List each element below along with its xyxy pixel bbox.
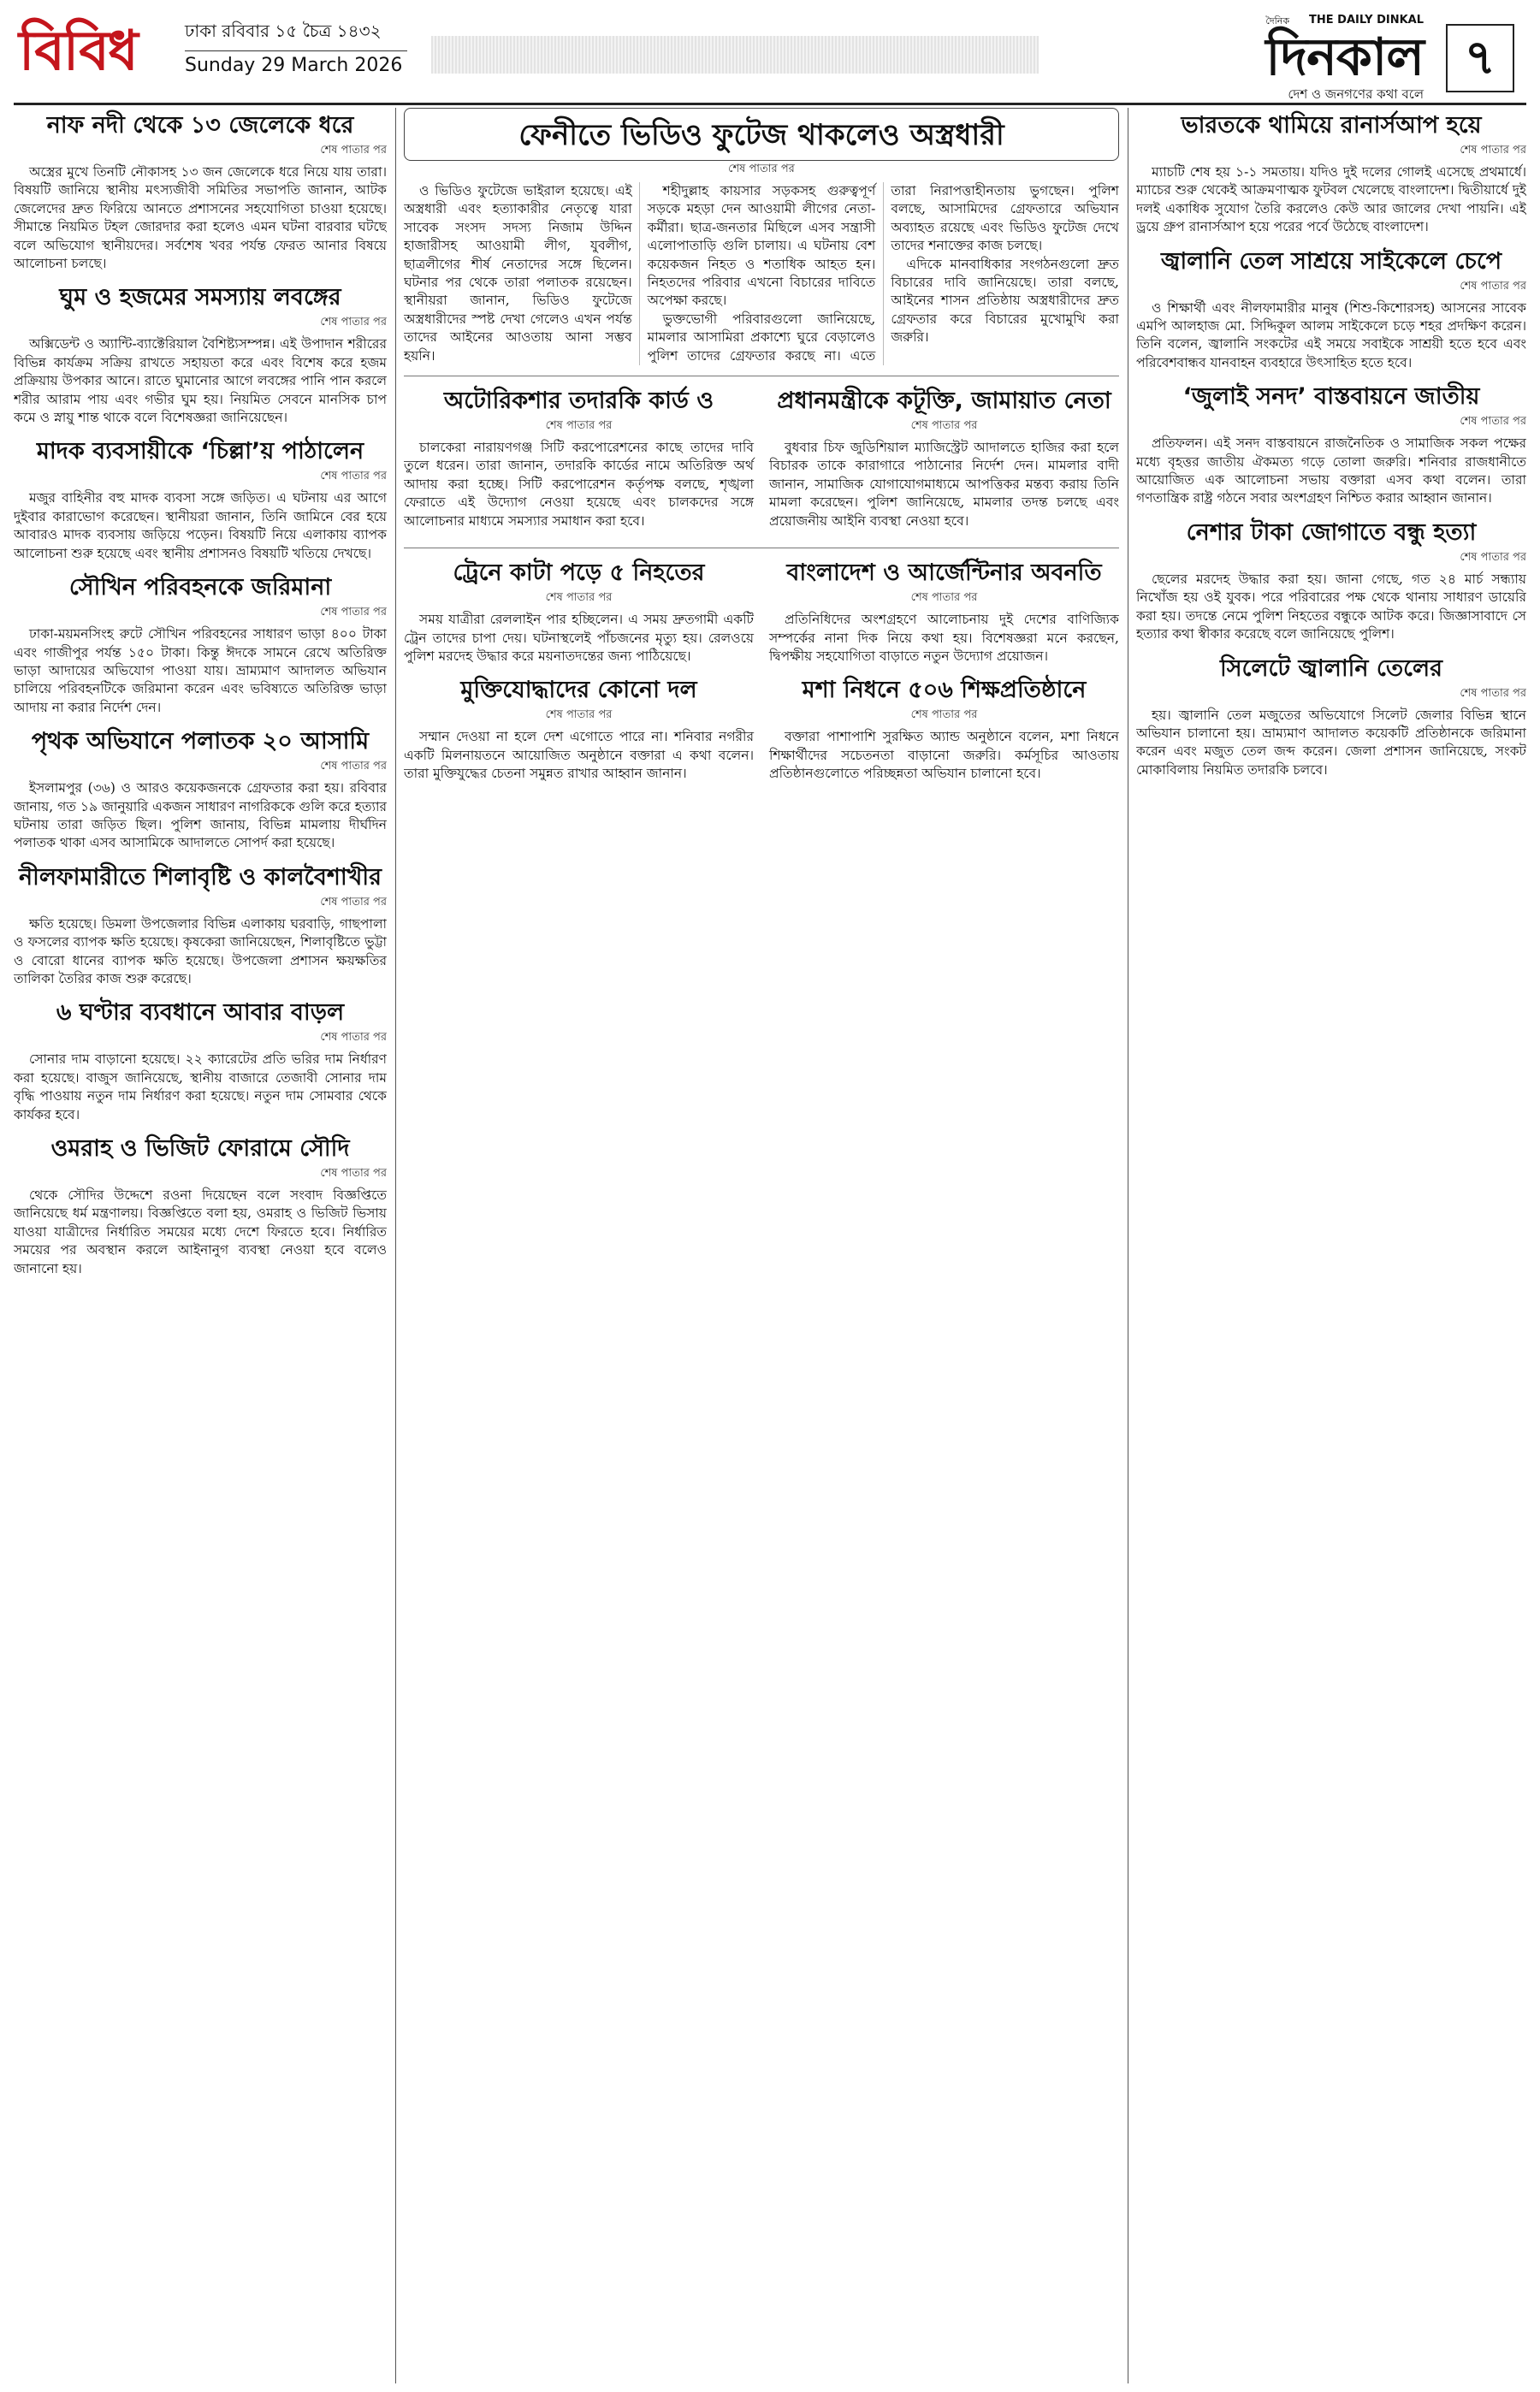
continued-label: শেষ পাতার পর — [728, 163, 795, 175]
continued-label: শেষ পাতার পর — [910, 591, 978, 605]
story — [1136, 111, 1526, 237]
date-block — [185, 19, 407, 76]
date-english: Sunday 29 March 2026 — [185, 55, 403, 76]
story-body: চালকেরা নারায়ণগঞ্জ সিটি করপোরেশনের কাছে তাদের দাবি তুলে ধরেন। তারা জানান, তদারকি কার্ডের নামে অতিরিক্ত অর্থ আদায় করা হচ্ছে। সিটি করপোরেশন কর্তৃপক্ষ বলছে, শৃঙ্খলা ফেরাতে এই উদ্যোগ নেওয়া হয়েছে এবং চালকদের সঙ্গে আলোচনার মাধ্যমে সমস্যার সমাধান করা হবে। — [404, 440, 754, 529]
column-middle — [404, 108, 1119, 2383]
paper-logo — [1265, 14, 1424, 106]
headline: ওমরাহ ও ভিজিট ফোরামে সৌদি — [50, 1135, 350, 1162]
headline: ট্রেনে কাটা পড়ে ৫ নিহতের — [453, 560, 705, 587]
story — [1136, 382, 1526, 508]
story — [404, 559, 754, 666]
story-paragraph: এদিকে মানবাধিকার সংগঠনগুলো দ্রুত বিচারের দাবি জানিয়েছে। তারা বলছে, আইনের শাসন প্রতিষ্ঠায় অস্ত্রধারীদের দ্রুত গ্রেফতার করে বিচারের মুখোমুখি করা জরুরি। — [891, 256, 1119, 346]
date-bangla: ঢাকা রবিবার ১৫ চৈত্র ১৪৩২ — [185, 19, 407, 51]
paper-name: দিনকাল — [1265, 27, 1424, 87]
story — [14, 727, 387, 853]
masthead — [14, 12, 1526, 105]
story — [14, 111, 387, 273]
columns — [14, 108, 1526, 2383]
paper-daily-label: দৈনিক — [1265, 15, 1290, 27]
headline: নীলফামারীতে শিলাবৃষ্টি ও কালবৈশাখীর — [18, 863, 382, 891]
continued-label: শেষ পাতার পর — [320, 1031, 387, 1045]
story — [769, 676, 1119, 783]
story — [14, 998, 387, 1124]
story — [14, 573, 387, 717]
story-body: ক্ষতি হয়েছে। ডিমলা উপজেলার বিভিন্ন এলাকায় ঘরবাড়ি, গাছপালা ও ফসলের ব্যাপক ক্ষতি হয়েছে। কৃষকেরা জানিয়েছেন, শিলাবৃষ্টিতে ভুট্টা ও বোরো ধানের ব্যাপক ক্ষতি হয়েছে। উপজেলা প্রশাসন ক্ষয়ক্ষতির তালিকা তৈরির কাজ শুরু করেছে। — [14, 915, 387, 986]
story-body: হয়। জ্বালানি তেল মজুতের অভিযোগে সিলেট জেলার বিভিন্ন স্থানে অভিযান চালানো হয়। ভ্রাম্যমাণ আদালত কয়েকটি প্রতিষ্ঠানকে জরিমানা করেন এবং মজুত তেল জব্দ করেন। জেলা প্রশাসন জানিয়েছে, সংকট মোকাবিলায় নিয়মিত তদারকি চলবে। — [1136, 707, 1526, 778]
continued-label: শেষ পাতার পর — [320, 1167, 387, 1180]
paper-tagline: দেশ ও জনগণের কথা বলে — [1288, 86, 1424, 102]
continued-label: শেষ পাতার পর — [320, 895, 387, 909]
headline: নাফ নদী থেকে ১৩ জেলেকে ধরে — [46, 112, 354, 139]
story — [1136, 654, 1526, 780]
story-paragraph: ভুক্তভোগী পরিবারগুলো জানিয়েছে, মামলার আসামিরা প্রকাশ্যে ঘুরে বেড়ালেও পুলিশ তাদের গ্রেফতার করছে না। এতে তারা নিরাপত্তাহীনতায় ভুগছেন। পুলিশ বলছে, আসামিদের গ্রেফতারে অভিযান অব্যাহত রয়েছে এবং ভিডিও ফুটেজ দেখে তাদের শনাক্তের কাজ চলছে। — [647, 183, 1119, 364]
continued-label: শেষ পাতার পর — [545, 708, 613, 722]
continued-label: শেষ পাতার পর — [1460, 415, 1526, 429]
continued-label: শেষ পাতার পর — [320, 606, 387, 619]
story-body: সোনার দাম বাড়ানো হয়েছে। ২২ ক্যারেটের প্রতি ভরির দাম নির্ধারণ করা হয়েছে। বাজুস জানিয়েছে, স্থানীয় বাজারে তেজাবী সোনার দাম বৃদ্ধি পাওয়ায় নতুন দাম নির্ধারণ করা হয়েছে। নতুন দাম সোমবার থেকে কার্যকর হবে। — [14, 1051, 387, 1122]
lead-headline: ফেনীতে ভিডিও ফুটেজ থাকলেও অস্ত্রধারী — [518, 118, 1004, 152]
story — [769, 383, 1119, 530]
continued-label: শেষ পাতার পর — [1460, 279, 1526, 293]
headline: মশা নিধনে ৫০৬ শিক্ষপ্রতিষ্ঠানে — [802, 677, 1087, 704]
story-body: অস্ত্রের মুখে তিনটি নৌকাসহ ১৩ জন জেলেকে ধরে নিয়ে যায় তারা। বিষয়টি জানিয়ে স্থানীয় মৎস্যজীবী সমিতির সভাপতি জানান, আটক জেলেদের দ্রুত ফিরিয়ে আনতে প্রশাসনের সহযোগিতা চাওয়া হয়েছে। সীমান্তে নিয়মিত টহল জোরদার করা হলেও এমন ঘটনা বারবার ঘটছে বলে অভিযোগ স্থানীয়দের। সর্বশেষ খবর পর্যন্ত ফেরত আনার বিষয়ে আলোচনা চলছে। — [14, 164, 387, 272]
story-paragraph: শহীদুল্লাহ কায়সার সড়কসহ গুরুত্বপূর্ণ সড়কে মহড়া দেন আওয়ামী লীগের নেতা-কর্মীরা। ছাত্র-জনতার মিছিলে এসব সন্ত্রাসী এলোপাতাড়ি গুলি চালায়। এ ঘটনায় বেশ কয়েকজন নিহত ও শতাধিক আহত হন। নিহতদের পরিবার এখনো বিচারের দাবিতে অপেক্ষা করছে। — [647, 183, 876, 309]
headline: ৬ ঘণ্টার ব্যবধানে আবার বাড়ল — [56, 999, 345, 1027]
continued-label: শেষ পাতার পর — [1460, 144, 1526, 157]
headline: ‘জুলাই সনদ’ বাস্তবায়নে জাতীয় — [1182, 383, 1480, 411]
story — [14, 437, 387, 563]
story — [14, 283, 387, 427]
continued-label: শেষ পাতার পর — [1460, 686, 1526, 700]
story-paragraph: ও ভিডিও ফুটেজে ভাইরাল হয়েছে। এই অস্ত্রধারী এবং হত্যাকারীর নেতৃত্বে যারা সাবেক সংসদ সদস্য নিজাম উদ্দিন হাজারীসহ আওয়ামী লীগ, যুবলীগ, ছাত্রলীগের শীর্ষ নেতাদের সঙ্গে ছিলেন। ঘটনার পর থেকে তারা পলাতক রয়েছেন। স্থানীয়রা জানান, ভিডিও ফুটেজে অস্ত্রধারীদের স্পষ্ট দেখা গেলেও এখন পর্যন্ত তাদের আইনের আওতায় আনা সম্ভব হয়নি। — [404, 183, 632, 364]
continued-label: শেষ পাতার পর — [320, 316, 387, 329]
story-body: সম্মান দেওয়া না হলে দেশ এগোতে পারে না। শনিবার নগরীর একটি মিলনায়তনে আয়োজিত অনুষ্ঠানে বক্তারা এ কথা বলেন। তারা মুক্তিযুদ্ধের চেতনা সমুন্নত রাখার আহ্বান জানান। — [404, 729, 754, 782]
headline: জ্বালানি তেল সাশ্রয়ে সাইকেলে চেপে — [1160, 247, 1502, 275]
story — [1136, 247, 1526, 373]
continued-label: শেষ পাতার পর — [320, 144, 387, 157]
story-body: বুধবার চিফ জুডিশিয়াল ম্যাজিস্ট্রেট আদালতে হাজির করা হলে বিচারক তাকে কারাগারে পাঠানোর নির্দেশ দেন। মামলার বাদী জানান, সামাজিক যোগাযোগমাধ্যমে আপত্তিকর মন্তব্য করায় তিনি মামলা করেছেন। পুলিশ জানিয়েছে, মামলার তদন্ত চলছে এবং প্রয়োজনীয় আইনি ব্যবস্থা নেওয়া হবে। — [769, 440, 1119, 529]
story-body: মজুর বাহিনীর বহু মাদক ব্যবসা সঙ্গে জড়িত। এ ঘটনায় এর আগে দুইবার কারাভোগ করেছেন। স্থানীয়রা জানান, তিনি জামিনে বের হয়ে আবারও মাদক ব্যবসায় জড়িয়ে পড়েন। বিষয়টি নিয়ে এলাকায় ব্যাপক আলোচনা শুরু হয়েছে এবং স্থানীয় প্রশাসনও বিষয়টি খতিয়ে দেখছে। — [14, 490, 387, 561]
story-body: ঢাকা-ময়মনসিংহ রুটে সৌখিন পরিবহনের সাধারণ ভাড়া ৪০০ টাকা এবং গাজীপুর পর্যন্ত ১৫০ টাকা। কিন্তু ঈদকে সামনে রেখে অতিরিক্ত ভাড়া আদায়ের অভিযোগ পাওয়া যায়। ভ্রাম্যমাণ আদালত অভিযান চালিয়ে পরিবহনটিকে জরিমানা করেন এবং ভবিষ্যতে অতিরিক্ত ভাড়া আদায় না করার নির্দেশ দেন। — [14, 626, 387, 715]
continued-label: শেষ পাতার পর — [545, 419, 613, 433]
story-body: প্রতিফলন। এই সনদ বাস্তবায়নে রাজনৈতিক ও সামাজিক সকল পক্ষের মধ্যে বৃহত্তর জাতীয় ঐকমত্য গড়ে তোলা জরুরি। শনিবার রাজধানীতে আয়োজিত এক আলোচনা সভায় বক্তারা এসব কথা বলেন। তারা গণতান্ত্রিক রাষ্ট্র গঠনে সবার অংশগ্রহণ নিশ্চিত করার আহ্বান জানান। — [1136, 435, 1526, 506]
column-divider — [395, 108, 396, 2383]
story-body: বক্তারা পাশাপাশি সুরক্ষিত অ্যান্ড অনুষ্ঠানে বলেন, মশা নিধনে শিক্ষার্থীদের সচেতনতা বাড়ানো জরুরি। কর্মসূচির আওতায় প্রতিষ্ঠানগুলোতে পরিচ্ছন্নতা অভিযান চালানো হবে। — [769, 729, 1119, 782]
story — [404, 383, 754, 530]
headline: মুক্তিযোদ্ধাদের কোনো দল — [460, 677, 697, 704]
headline: অটোরিকশার তদারকি কার্ড ও — [443, 388, 714, 415]
story-body: ছেলের মরদেহ উদ্ধার করা হয়। জানা গেছে, গত ২৪ মার্চ সন্ধ্যায় নিখোঁজ হয় ওই যুবক। পরে পরিবারের পক্ষ থেকে থানায় সাধারণ ডায়েরি করা হয়। তদন্তে নেমে পুলিশ নিহতের বন্ধুকে আটক করে। জিজ্ঞাসাবাদে সে হত্যার কথা স্বীকার করেছে বলে জানিয়েছে পুলিশ। — [1136, 571, 1526, 642]
headline: মাদক ব্যবসায়ীকে ‘চিল্লা’য় পাঠালেন — [36, 438, 364, 465]
story — [404, 676, 754, 783]
continued-label: শেষ পাতার পর — [910, 419, 978, 433]
page-number: ৭ — [1446, 24, 1514, 92]
story — [769, 559, 1119, 666]
story — [14, 863, 387, 989]
story-body: থেকে সৌদির উদ্দেশে রওনা দিয়েছেন বলে সংবাদ বিজ্ঞপ্তিতে জানিয়েছে ধর্ম মন্ত্রণালয়। বিজ্ঞপ্তিতে বলা হয়, ওমরাহ ও ভিজিট ভিসায় যাওয়া যাত্রীদের নির্ধারিত সময়ের মধ্যে দেশে ফিরতে হবে। নির্ধারিত সময়ের পর অবস্থান করলে আইনানুগ ব্যবস্থা নেওয়া হবে বলেও জানানো হয়। — [14, 1187, 387, 1276]
continued-label: শেষ পাতার পর — [320, 470, 387, 483]
story-body: ম্যাচটি শেষ হয় ১-১ সমতায়। যদিও দুই দলের গোলই এসেছে প্রথমার্ধে। ম্যাচের শুরু থেকেই আক্রমণাত্মক ফুটবল খেলেছে বাংলাদেশ। দ্বিতীয়ার্ধে দুই দলই একাধিক সুযোগ তৈরি করলেও কেউ আর জালের দেখা পায়নি। এই ড্রয়ে গ্রুপ রানার্সআপ হয়ে পরের পর্বে উঠেছে বাংলাদেশ। — [1136, 164, 1526, 235]
section-title: বিবিধ — [19, 20, 137, 83]
headline: বাংলাদেশ ও আর্জেন্টিনার অবনতি — [786, 560, 1102, 587]
story-body: সময় যাত্রীরা রেললাইন পার হচ্ছিলেন। এ সময় দ্রুতগামী একটি ট্রেন তাদের চাপা দেয়। ঘটনাস্থলেই পাঁচজনের মৃত্যু হয়। রেলওয়ে পুলিশ মরদেহ উদ্ধার করে ময়নাতদন্তের জন্য পাঠিয়েছে। — [404, 612, 754, 664]
column-left — [14, 108, 387, 2383]
headline: ঘুম ও হজমের সমস্যায় লবঙ্গের — [59, 284, 341, 311]
story-body: ও শিক্ষার্থী এবং নীলফামারীর মানুষ (শিশু-কিশোরসহ) আসনের সাবেক এমপি আলহাজ মো. সিদ্দিকুল আলম সাইকেলে চড়ে শহর প্রদক্ষিণ করেন। তিনি বলেন, জ্বালানি সংকটের এই সময়ে সবাইকে সাশ্রয়ী হতে হবে এবং পরিবেশবান্ধব যানবাহন ব্যবহারে উৎসাহিত হতে হবে। — [1136, 299, 1526, 370]
masthead-band — [431, 36, 1039, 74]
continued-label: শেষ পাতার পর — [910, 708, 978, 722]
story-body: প্রতিনিধিদের অংশগ্রহণে আলোচনায় দুই দেশের বাণিজ্যিক সম্পর্কের নানা দিক নিয়ে কথা হয়। বিশেষজ্ঞরা মনে করছেন, দ্বিপক্ষীয় সহযোগিতা বাড়াতে নতুন উদ্যোগ প্রয়োজন। — [769, 612, 1119, 664]
story-row — [404, 555, 1119, 793]
headline: সিলেটে জ্বালানি তেলের — [1220, 654, 1442, 682]
story-body: ইসলামপুর (৩৬) ও আরও কয়েকজনকে গ্রেফতার করা হয়। রবিবার জানায়, গত ১৯ জানুয়ারি একজন সাধারণ নাগরিককে গুলি করে হত্যার ঘটনায় তারা জড়িত ছিল। পুলিশ জানায়, বিভিন্ন মামলায় দীর্ঘদিন পলাতক থাকা এসব আসামিকে আদালতে সোপর্দ করা হয়েছে। — [14, 780, 387, 851]
story — [14, 1134, 387, 1278]
lead-story — [404, 108, 1119, 365]
headline: নেশার টাকা জোগাতে বন্ধু হত্যা — [1186, 518, 1477, 546]
continued-label: শেষ পাতার পর — [320, 760, 387, 773]
continued-label: শেষ পাতার পর — [545, 591, 613, 605]
headline: প্রধানমন্ত্রীকে কটূক্তি, জামায়াত নেতা — [777, 388, 1111, 415]
paper-name-en: THE DAILY DINKAL — [1309, 14, 1424, 27]
continued-label: শেষ পাতার পর — [1460, 550, 1526, 564]
headline: ভারতকে থামিয়ে রানার্সআপ হয়ে — [1181, 112, 1482, 139]
headline: সৌখিন পরিবহনকে জরিমানা — [68, 574, 332, 601]
story-row — [404, 383, 1119, 541]
headline: পৃথক অভিযানে পলাতক ২০ আসামি — [31, 728, 370, 755]
column-right — [1136, 108, 1526, 2383]
story — [1136, 518, 1526, 644]
story-body: অক্সিডেন্ট ও অ্যান্টি-ব্যাক্টেরিয়াল বৈশিষ্ট্যসম্পন্ন। এই উপাদান শরীরের বিভিন্ন কার্যক্রম সক্রিয় রাখতে সহায়তা করে এবং বিশেষ করে হজম প্রক্রিয়ায় উপকার আনে। রাতে ঘুমানোর আগে লবঙ্গের পানি পান করলে শরীর আরাম পায় এবং গভীর ঘুম হয়। নিয়মিত সেবনে মানসিক চাপ কমে ও স্নায়ু শান্ত থাকে বলে বিশেষজ্ঞরা জানিয়েছেন। — [14, 336, 387, 426]
